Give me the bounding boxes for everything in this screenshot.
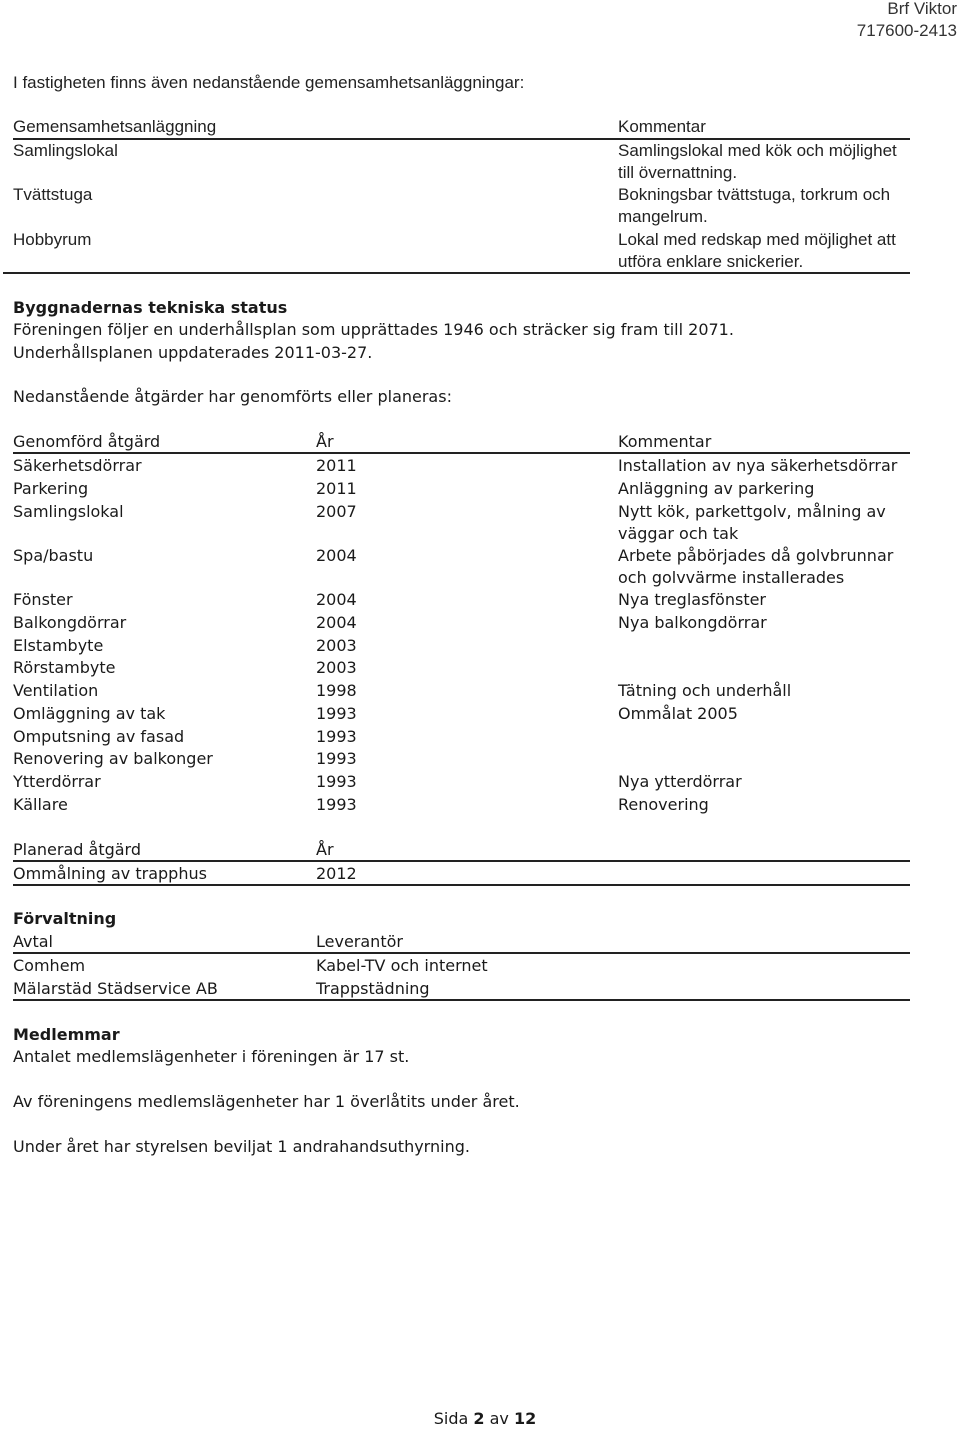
measure-name: Ventilation <box>13 681 99 700</box>
facility-comment: Lokal med redskap med möjlighet att utföra enklare snickerier. <box>618 230 896 271</box>
measure-comment: Ommålat 2005 <box>618 704 738 723</box>
measure-year: 2011 <box>316 456 357 475</box>
measure-year: 2011 <box>316 479 357 498</box>
page-separator: av <box>489 1409 509 1428</box>
measure-year: 1998 <box>316 681 357 700</box>
column-header-comment: Kommentar <box>618 432 712 451</box>
column-header-supplier: Leverantör <box>316 932 403 951</box>
header-divider <box>13 860 910 862</box>
measure-name: Omläggning av tak <box>13 704 166 723</box>
section-title-management: Förvaltning <box>13 909 117 928</box>
header-divider <box>13 452 910 454</box>
current-page: 2 <box>473 1409 485 1428</box>
facility-comment: Samlingslokal med kök och möjlighet till övernattning. <box>618 141 897 182</box>
column-header-measure: Genomförd åtgärd <box>13 432 161 451</box>
measure-name: Fönster <box>13 590 73 609</box>
column-header-comment: Kommentar <box>618 117 706 136</box>
measure-comment: Arbete påbörjades då golvbrunnar och golvvärme installerades <box>618 546 894 587</box>
measure-year: 2003 <box>316 658 357 677</box>
column-header-year: År <box>316 840 334 859</box>
maintenance-plan-text: Föreningen följer en underhållsplan som upprättades 1946 och sträcker sig fram till 2071. <box>13 320 734 339</box>
organization-number: 717600-2413 <box>856 21 957 40</box>
measure-year: 2004 <box>316 613 357 632</box>
members-sublet-text: Under året har styrelsen beviljat 1 andrahandsuthyrning. <box>13 1137 470 1156</box>
maintenance-updated-text: Underhållsplanen uppdaterades 2011-03-27. <box>13 343 373 362</box>
planned-measure-name: Ommålning av trapphus <box>13 864 207 883</box>
measure-year: 2004 <box>316 590 357 609</box>
agreement-supplier: Trappstädning <box>316 979 430 998</box>
measure-name: Rörstambyte <box>13 658 116 677</box>
measure-year: 1993 <box>316 749 357 768</box>
measure-year: 2004 <box>316 546 357 565</box>
total-pages: 12 <box>514 1409 537 1428</box>
measure-comment: Renovering <box>618 795 709 814</box>
members-transfer-text: Av föreningens medlemslägenheter har 1 överlåtits under året. <box>13 1092 520 1111</box>
organization-name: Brf Viktor <box>887 0 957 18</box>
measure-year: 1993 <box>316 704 357 723</box>
column-header-year: År <box>316 432 334 451</box>
facility-name: Hobbyrum <box>13 230 92 249</box>
measure-year: 2007 <box>316 502 357 521</box>
facility-name: Samlingslokal <box>13 141 118 160</box>
column-header-planned: Planerad åtgärd <box>13 840 141 859</box>
measure-name: Samlingslokal <box>13 502 124 521</box>
table-bottom-divider <box>3 272 910 274</box>
measure-comment: Nytt kök, parkettgolv, målning av väggar och tak <box>618 502 886 543</box>
measure-comment: Tätning och underhåll <box>618 681 792 700</box>
members-count-text: Antalet medlemslägenheter i föreningen är 17 st. <box>13 1047 410 1066</box>
measure-name: Källare <box>13 795 68 814</box>
table-bottom-divider <box>13 999 910 1001</box>
measure-name: Säkerhetsdörrar <box>13 456 142 475</box>
planned-measure-year: 2012 <box>316 864 357 883</box>
header-divider <box>13 952 910 954</box>
measure-comment: Nya balkongdörrar <box>618 613 767 632</box>
measure-name: Spa/bastu <box>13 546 94 565</box>
agreement-supplier: Kabel-TV och internet <box>316 956 488 975</box>
page-number <box>0 1408 960 1430</box>
measure-name: Omputsning av fasad <box>13 727 185 746</box>
measure-year: 1993 <box>316 795 357 814</box>
measure-year: 1993 <box>316 772 357 791</box>
agreement-name: Comhem <box>13 956 86 975</box>
agreement-name: Mälarstäd Städservice AB <box>13 979 218 998</box>
page-prefix: Sida <box>433 1409 469 1428</box>
measure-name: Parkering <box>13 479 89 498</box>
facilities-intro: I fastigheten finns även nedanstående gemensamhetsanläggningar: <box>13 73 525 92</box>
column-header-agreement: Avtal <box>13 932 53 951</box>
measure-name: Renovering av balkonger <box>13 749 213 768</box>
measure-year: 2003 <box>316 636 357 655</box>
section-title-members: Medlemmar <box>13 1025 120 1044</box>
measure-comment: Nya treglasfönster <box>618 590 767 609</box>
table-bottom-divider <box>13 884 910 886</box>
measure-comment: Nya ytterdörrar <box>618 772 742 791</box>
measure-comment: Installation av nya säkerhetsdörrar <box>618 456 898 475</box>
measure-name: Elstambyte <box>13 636 104 655</box>
measure-comment: Anläggning av parkering <box>618 479 815 498</box>
measures-intro: Nedanstående åtgärder har genomförts eller planeras: <box>13 387 452 406</box>
section-title-technical: Byggnadernas tekniska status <box>13 298 288 317</box>
column-header-facility: Gemensamhetsanläggning <box>13 117 217 136</box>
measure-name: Ytterdörrar <box>13 772 101 791</box>
facility-name: Tvättstuga <box>13 185 93 204</box>
measure-year: 1993 <box>316 727 357 746</box>
facility-comment: Bokningsbar tvättstuga, torkrum och mangelrum. <box>618 185 891 226</box>
measure-name: Balkongdörrar <box>13 613 127 632</box>
